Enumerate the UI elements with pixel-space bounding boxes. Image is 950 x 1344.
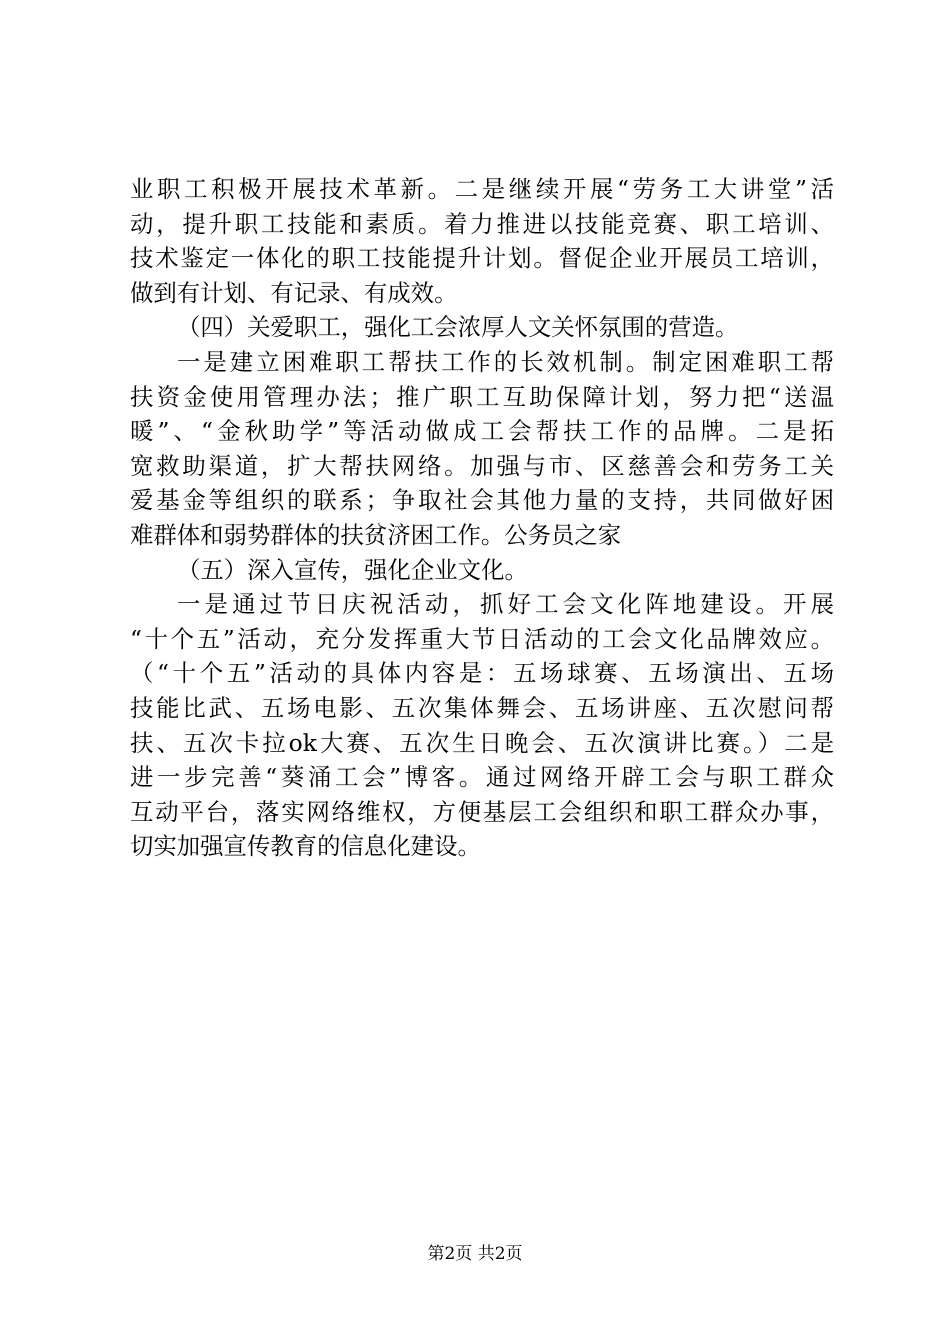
text-line: （五）深入宣传，强化企业文化。 <box>177 555 528 584</box>
text-line: 做到有计划、有记录、有成效。 <box>130 278 458 307</box>
text-line: （四）关爱职工，强化工会浓厚人文关怀氛围的营造。 <box>177 313 739 342</box>
text-line: “十个五”活动，充分发挥重大节日活动的工会文化品牌效应。 <box>130 624 834 653</box>
text-line: 扶、五次卡拉ok大赛、五次生日晚会、五次演讲比赛。）二是 <box>130 728 834 757</box>
text-line: 业职工积极开展技术革新。二是继续开展“劳务工大讲堂”活 <box>130 175 834 203</box>
text-line: 技术鉴定一体化的职工技能提升计划。督促企业开展员工培训， <box>130 244 834 273</box>
text-line: 扶资金使用管理办法；推广职工互助保障计划，努力把“送温 <box>130 382 834 411</box>
text-line: 爱基金等组织的联系；争取社会其他力量的支持，共同做好困 <box>130 486 834 515</box>
document-body <box>130 172 834 864</box>
text-line: （“十个五”活动的具体内容是：五场球赛、五场演出、五场 <box>130 659 834 688</box>
text-line: 动，提升职工技能和素质。着力推进以技能竞赛、职工培训、 <box>130 209 834 238</box>
text-line: 进一步完善“葵涌工会”博客。通过网络开辟工会与职工群众 <box>130 763 834 792</box>
text-line: 一是建立困难职工帮扶工作的长效机制。制定困难职工帮 <box>177 347 834 376</box>
text-line: 技能比武、五场电影、五次集体舞会、五场讲座、五次慰问帮 <box>130 693 834 722</box>
text-line: 宽救助渠道，扩大帮扶网络。加强与市、区慈善会和劳务工关 <box>130 451 834 480</box>
text-line: 暖”、“金秋助学”等活动做成工会帮扶工作的品牌。二是拓 <box>130 417 834 446</box>
text-line: 一是通过节日庆祝活动，抓好工会文化阵地建设。开展 <box>177 590 834 619</box>
text-line: 切实加强宣传教育的信息化建设。 <box>130 832 481 861</box>
page-footer: 第2页 共2页 <box>427 1244 523 1264</box>
text-line: 难群体和弱势群体的扶贫济困工作。公务员之家 <box>130 520 622 549</box>
text-line: 互动平台，落实网络维权，方便基层工会组织和职工群众办事， <box>130 797 834 826</box>
